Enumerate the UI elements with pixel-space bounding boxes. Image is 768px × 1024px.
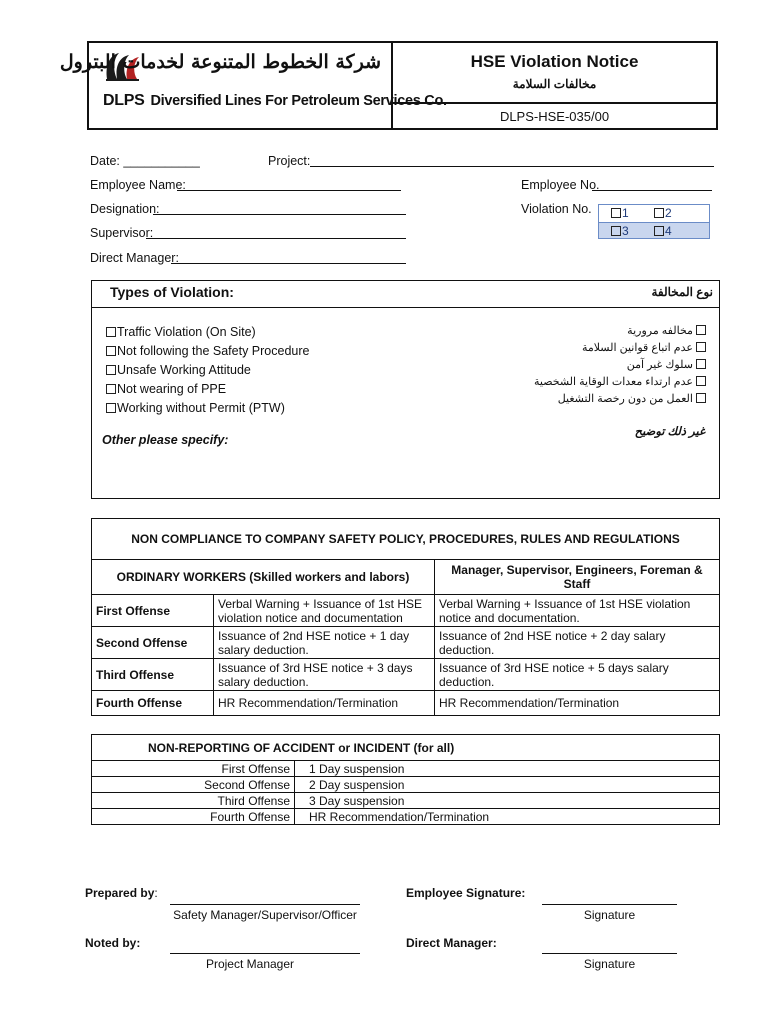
penalty-cell: 3 Day suspension [295, 793, 720, 809]
employee-no-field[interactable] [592, 190, 712, 191]
table-row [92, 659, 720, 691]
date-label: Date: ___________ [90, 154, 200, 168]
employee-signature-caption: Signature [583, 908, 636, 922]
staff-penalty-cell: HR Recommendation/Termination [435, 691, 720, 716]
table-row [92, 777, 720, 793]
penalty-table [91, 518, 720, 716]
offense-cell: First Offense [92, 761, 295, 777]
violation-type-safety-procedure[interactable]: Not following the Safety Procedure [106, 344, 309, 358]
table-row [92, 595, 720, 627]
checkbox-icon [611, 208, 621, 218]
checkbox-icon [106, 384, 116, 394]
violation-option-3[interactable]: 3 [611, 224, 629, 238]
violation-option-1[interactable]: 1 [611, 206, 629, 220]
penalty-cell: 2 Day suspension [295, 777, 720, 793]
company-full-name: Diversified Lines For Petroleum Services Co. [150, 93, 447, 109]
noted-by-role: Project Manager [205, 957, 295, 971]
staff-penalty-cell: Verbal Warning + Issuance of 1st HSE violation notice and documentation. [435, 595, 720, 627]
employee-signature-line[interactable] [542, 904, 677, 905]
col-header-workers: ORDINARY WORKERS (Skilled workers and labors) [92, 560, 435, 595]
offense-cell: Second Offense [92, 777, 295, 793]
employee-signature-label: Employee Signature: [406, 886, 526, 900]
violation-type-no-ppe[interactable]: Not wearing of PPE [106, 382, 226, 396]
other-specify-label: Other please specify: [102, 433, 229, 447]
penalty-cell: 1 Day suspension [295, 761, 720, 777]
direct-manager-signature-line[interactable] [542, 953, 677, 954]
checkbox-icon [696, 359, 706, 369]
company-abbreviation: DLPS [103, 92, 145, 109]
violation-type-traffic-arabic[interactable]: مخالفه مرورية [627, 324, 707, 337]
offense-cell: Second Offense [92, 627, 214, 659]
checkbox-icon [696, 376, 706, 386]
violation-types-rule [92, 307, 719, 308]
col-header-staff: Manager, Supervisor, Engineers, Foreman & Staff [435, 560, 720, 595]
penalty-cell: HR Recommendation/Termination [295, 809, 720, 825]
project-field[interactable] [310, 166, 714, 167]
violation-type-safety-procedure-arabic[interactable]: عدم اتباع قوانين السلامة [582, 341, 707, 354]
penalty-table-caption: NON COMPLIANCE TO COMPANY SAFETY POLICY, PROCEDURES, RULES AND REGULATIONS [92, 519, 720, 560]
offense-cell: Third Offense [92, 659, 214, 691]
violation-number-selector [598, 204, 710, 239]
violation-types-section [91, 280, 720, 499]
designation-field[interactable] [153, 214, 406, 215]
other-specify-label-arabic: غير ذلك توضيح [634, 426, 705, 438]
document-title-arabic: مخالفات السلامة [512, 77, 597, 91]
project-label: Project: [268, 154, 311, 168]
offense-cell: Fourth Offense [92, 691, 214, 716]
designation-label: Designation: [90, 202, 160, 216]
document-code: DLPS-HSE-035/00 [499, 109, 610, 124]
checkbox-icon [696, 325, 706, 335]
company-name-arabic: شركة الخطوط المتنوعة لخدمات البترول [59, 51, 381, 73]
non-reporting-caption: NON-REPORTING OF ACCIDENT or INCIDENT (for all) [92, 735, 720, 761]
workers-penalty-cell: Verbal Warning + Issuance of 1st HSE violation notice and documentation [214, 595, 435, 627]
violation-type-no-permit-arabic[interactable]: العمل من دون رخصة التشغيل [558, 392, 707, 405]
checkbox-icon [106, 346, 116, 356]
checkbox-icon [654, 208, 664, 218]
offense-cell: Third Offense [92, 793, 295, 809]
checkbox-icon [106, 365, 116, 375]
staff-penalty-cell: Issuance of 2nd HSE notice + 2 day salary deduction. [435, 627, 720, 659]
offense-cell: Fourth Offense [92, 809, 295, 825]
table-row [92, 627, 720, 659]
table-row [92, 761, 720, 777]
noted-by-signature-line[interactable] [170, 953, 360, 954]
supervisor-label: Supervisor: [90, 226, 154, 240]
checkbox-icon [611, 226, 621, 236]
employee-name-field[interactable] [177, 190, 401, 191]
prepared-by-role: Safety Manager/Supervisor/Officer [173, 908, 357, 922]
supervisor-field[interactable] [146, 238, 406, 239]
company-name-english [103, 92, 447, 110]
violation-no-label: Violation No. [521, 202, 592, 216]
form-header [59, 41, 718, 130]
direct-manager-label: Direct Manager: [90, 251, 179, 265]
offense-cell: First Offense [92, 595, 214, 627]
violation-type-unsafe-attitude[interactable]: Unsafe Working Attitude [106, 363, 251, 377]
direct-manager-signature-label: Direct Manager: [406, 936, 497, 950]
violation-types-title: Types of Violation: [110, 284, 234, 300]
checkbox-icon [654, 226, 664, 236]
violation-row-divider [599, 222, 709, 223]
prepared-by-signature-line[interactable] [170, 904, 360, 905]
table-row [92, 809, 720, 825]
violation-option-4[interactable]: 4 [654, 224, 672, 238]
checkbox-icon [696, 393, 706, 403]
document-title: HSE Violation Notice [470, 52, 639, 71]
violation-type-traffic[interactable]: Traffic Violation (On Site) [106, 325, 256, 339]
non-reporting-table [91, 734, 720, 825]
noted-by-label: Noted by: [85, 936, 141, 950]
checkbox-icon [106, 327, 116, 337]
direct-manager-field[interactable] [171, 263, 406, 264]
table-row [92, 691, 720, 716]
workers-penalty-cell: Issuance of 3rd HSE notice + 3 days salary deduction. [214, 659, 435, 691]
workers-penalty-cell: Issuance of 2nd HSE notice + 1 day salary deduction. [214, 627, 435, 659]
violation-type-unsafe-attitude-arabic[interactable]: سلوك غير آمن [627, 358, 707, 371]
staff-penalty-cell: Issuance of 3rd HSE notice + 5 days salary deduction. [435, 659, 720, 691]
checkbox-icon [696, 342, 706, 352]
violation-type-no-ppe-arabic[interactable]: عدم ارتداء معدات الوقاية الشخصية [534, 375, 707, 388]
table-row [92, 793, 720, 809]
employee-name-label: Employee Name: [90, 178, 186, 192]
prepared-by-label: Prepared by: [85, 886, 158, 900]
direct-manager-signature-caption: Signature [583, 957, 636, 971]
violation-types-title-arabic: نوع المخالفة [651, 285, 713, 299]
workers-penalty-cell: HR Recommendation/Termination [214, 691, 435, 716]
checkbox-icon [106, 403, 116, 413]
violation-option-2[interactable]: 2 [654, 206, 672, 220]
violation-type-no-permit[interactable]: Working without Permit (PTW) [106, 401, 285, 415]
employee-no-label: Employee No. [521, 178, 600, 192]
